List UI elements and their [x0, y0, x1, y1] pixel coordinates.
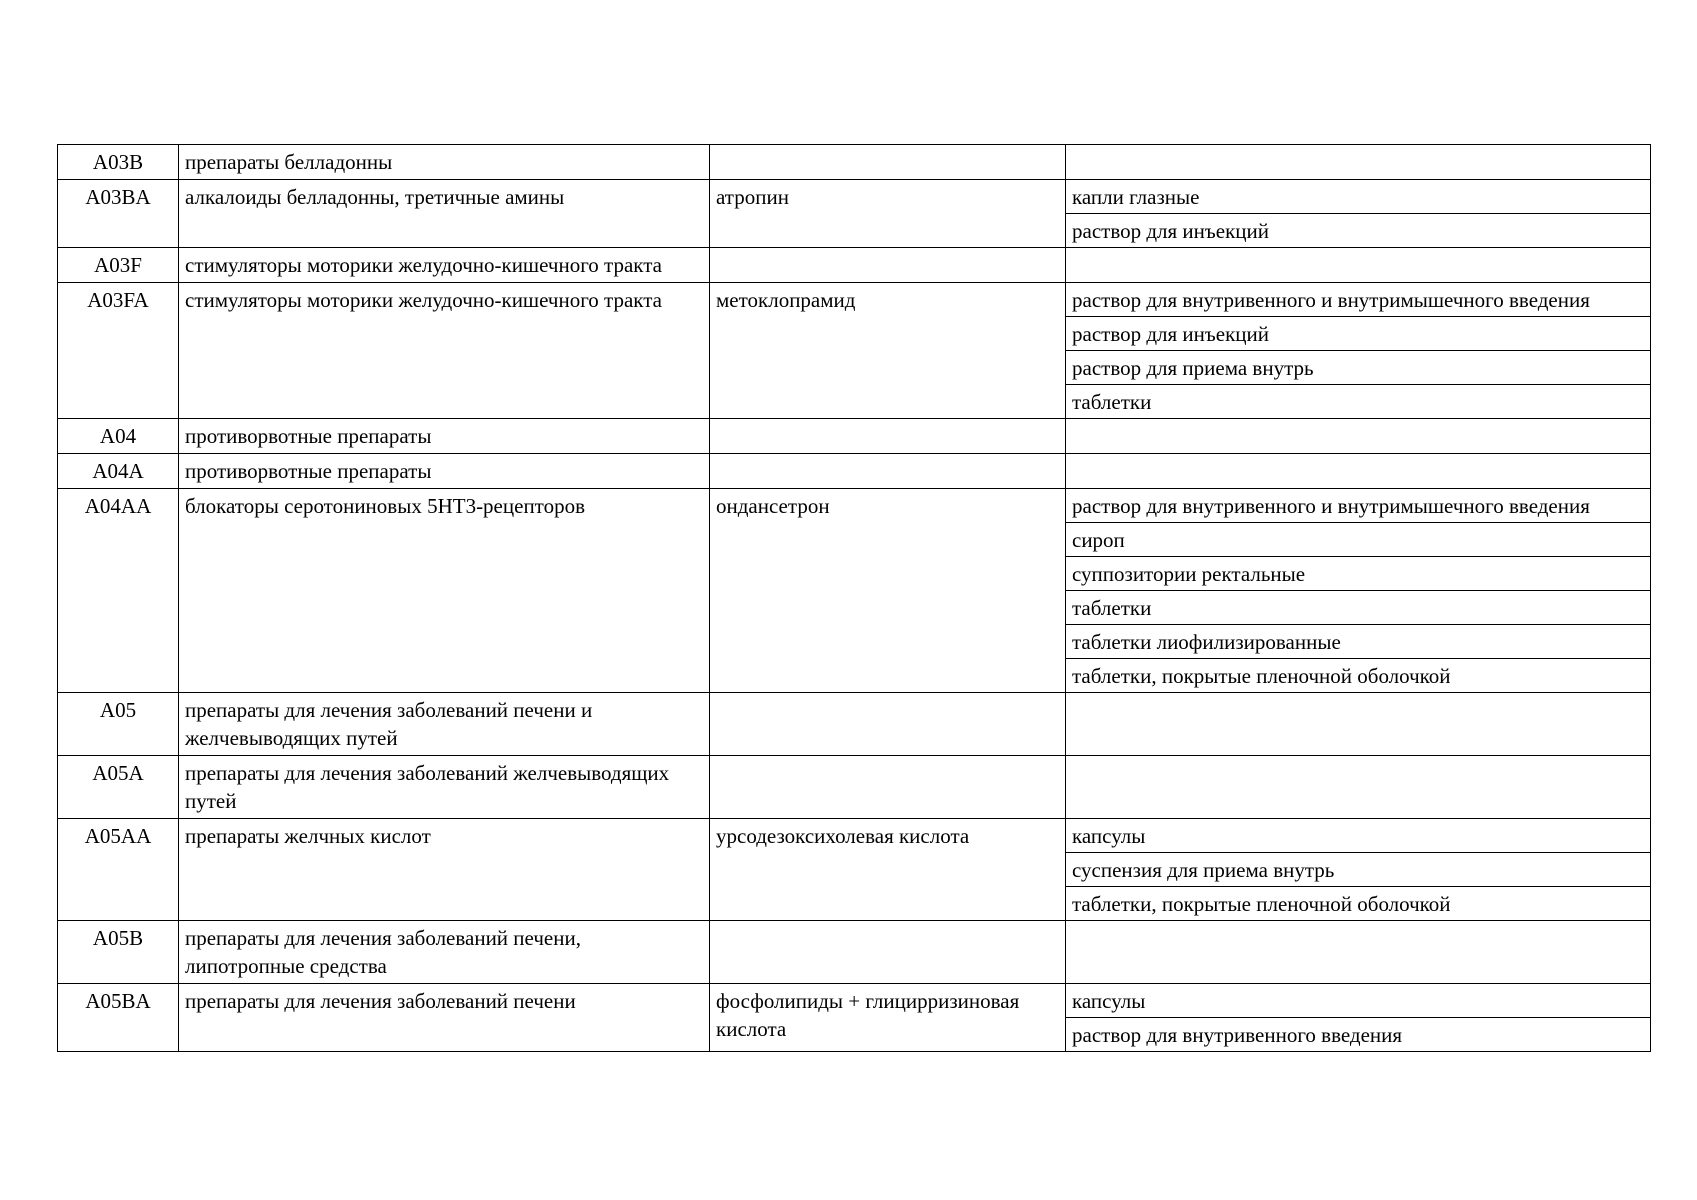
- dosage-form-cell: [1066, 693, 1651, 756]
- atc-code-cell: A03BA: [58, 180, 179, 248]
- dosage-form-cell: таблетки, покрытые пленочной оболочкой: [1066, 659, 1651, 693]
- atc-code-cell: A04A: [58, 454, 179, 489]
- group-name-cell: препараты для лечения заболеваний печени и желчевыводящих путей: [179, 693, 710, 756]
- table-row: [58, 693, 1651, 756]
- table-row: [58, 145, 1651, 180]
- dosage-form-cell: [1066, 454, 1651, 489]
- substance-cell: фосфолипиды + глицирризиновая кислота: [710, 984, 1066, 1052]
- substance-cell: [710, 419, 1066, 454]
- substance-cell: [710, 756, 1066, 819]
- group-name-cell: блокаторы серотониновых 5HT3-рецепторов: [179, 489, 710, 693]
- atc-code-cell: A05: [58, 693, 179, 756]
- group-name-cell: стимуляторы моторики желудочно-кишечного тракта: [179, 283, 710, 419]
- group-name-cell: стимуляторы моторики желудочно-кишечного тракта: [179, 248, 710, 283]
- drug-table: [57, 144, 1651, 1052]
- dosage-form-cell: раствор для внутривенного введения: [1066, 1018, 1651, 1052]
- dosage-form-cell: капли глазные: [1066, 180, 1651, 214]
- dosage-form-cell: суппозитории ректальные: [1066, 557, 1651, 591]
- atc-code-cell: A03FA: [58, 283, 179, 419]
- table-row: [58, 819, 1651, 853]
- dosage-form-cell: [1066, 419, 1651, 454]
- atc-code-cell: A05A: [58, 756, 179, 819]
- substance-cell: [710, 921, 1066, 984]
- substance-cell: ондансетрон: [710, 489, 1066, 693]
- substance-cell: урсодезоксихолевая кислота: [710, 819, 1066, 921]
- group-name-cell: препараты желчных кислот: [179, 819, 710, 921]
- dosage-form-cell: сироп: [1066, 523, 1651, 557]
- substance-cell: [710, 454, 1066, 489]
- substance-cell: [710, 145, 1066, 180]
- group-name-cell: препараты белладонны: [179, 145, 710, 180]
- atc-code-cell: A03F: [58, 248, 179, 283]
- dosage-form-cell: раствор для внутривенного и внутримышечного введения: [1066, 489, 1651, 523]
- dosage-form-cell: таблетки, покрытые пленочной оболочкой: [1066, 887, 1651, 921]
- group-name-cell: препараты для лечения заболеваний печени: [179, 984, 710, 1052]
- substance-cell: метоклопрамид: [710, 283, 1066, 419]
- substance-cell: [710, 248, 1066, 283]
- table-row: [58, 489, 1651, 523]
- dosage-form-cell: раствор для инъекций: [1066, 317, 1651, 351]
- dosage-form-cell: капсулы: [1066, 984, 1651, 1018]
- dosage-form-cell: таблетки: [1066, 385, 1651, 419]
- atc-code-cell: A05BA: [58, 984, 179, 1052]
- group-name-cell: алкалоиды белладонны, третичные амины: [179, 180, 710, 248]
- substance-cell: [710, 693, 1066, 756]
- table-row: [58, 921, 1651, 984]
- dosage-form-cell: [1066, 145, 1651, 180]
- group-name-cell: препараты для лечения заболеваний желчевыводящих путей: [179, 756, 710, 819]
- atc-code-cell: A03B: [58, 145, 179, 180]
- dosage-form-cell: [1066, 756, 1651, 819]
- atc-code-cell: A05AA: [58, 819, 179, 921]
- group-name-cell: противорвотные препараты: [179, 454, 710, 489]
- table-row: [58, 756, 1651, 819]
- atc-code-cell: A05B: [58, 921, 179, 984]
- dosage-form-cell: раствор для внутривенного и внутримышечного введения: [1066, 283, 1651, 317]
- dosage-form-cell: [1066, 248, 1651, 283]
- atc-code-cell: A04: [58, 419, 179, 454]
- dosage-form-cell: капсулы: [1066, 819, 1651, 853]
- dosage-form-cell: раствор для инъекций: [1066, 214, 1651, 248]
- table-row: [58, 454, 1651, 489]
- dosage-form-cell: раствор для приема внутрь: [1066, 351, 1651, 385]
- table-row: [58, 419, 1651, 454]
- table-row: [58, 283, 1651, 317]
- dosage-form-cell: таблетки: [1066, 591, 1651, 625]
- table-body: [58, 145, 1651, 1052]
- table-row: [58, 248, 1651, 283]
- group-name-cell: препараты для лечения заболеваний печени, липотропные средства: [179, 921, 710, 984]
- dosage-form-cell: таблетки лиофилизированные: [1066, 625, 1651, 659]
- group-name-cell: противорвотные препараты: [179, 419, 710, 454]
- table-row: [58, 180, 1651, 214]
- substance-cell: атропин: [710, 180, 1066, 248]
- dosage-form-cell: суспензия для приема внутрь: [1066, 853, 1651, 887]
- atc-code-cell: A04AA: [58, 489, 179, 693]
- table-row: [58, 984, 1651, 1018]
- dosage-form-cell: [1066, 921, 1651, 984]
